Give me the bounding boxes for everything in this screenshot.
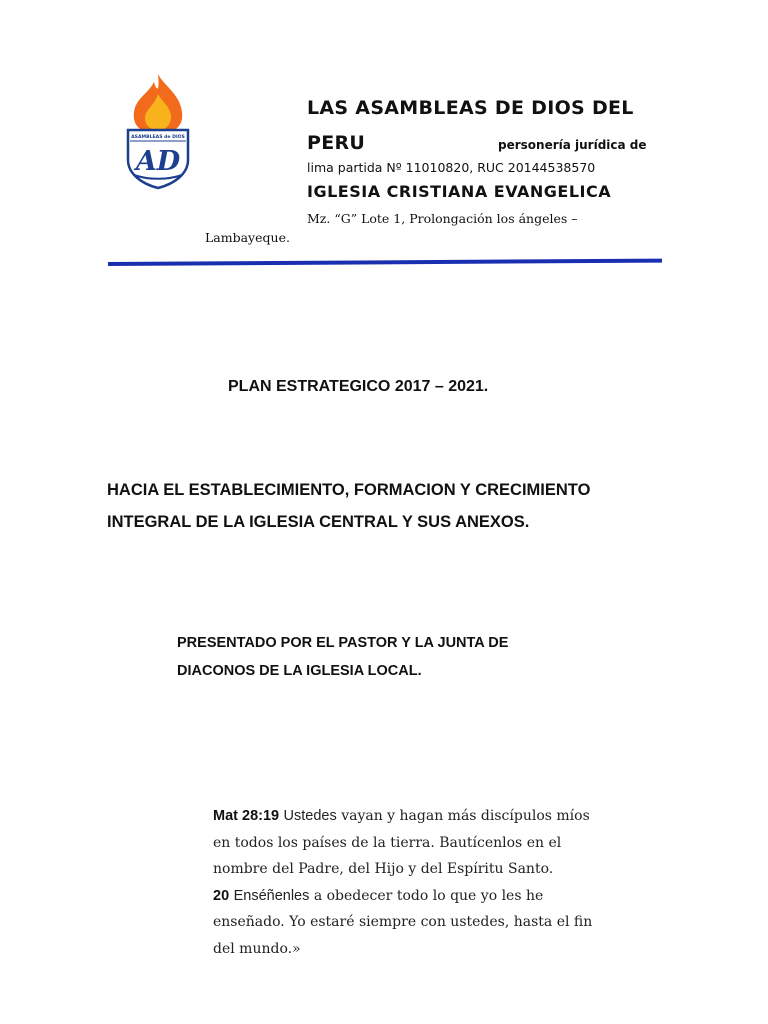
logo-text: ASAMBLEAS de DIOS [131,135,185,140]
verse-line-6: del mundo.» [213,940,301,957]
presented-by [177,629,508,685]
verse-line-5: enseñado. Yo estaré siempre con ustedes, hasta el fin [213,914,593,930]
legal-line2: lima partida Nº 11010820, RUC 20144538570 [307,160,596,175]
presented-line2: DIACONOS DE LA IGLESIA LOCAL. [177,663,422,679]
verse-lead-1: Ustedes [283,808,337,824]
legal-line1: personería jurídica de [498,138,647,152]
subtitle-line1: HACIA EL ESTABLECIMIENTO, FORMACION Y CRECIMIENTO [107,481,591,499]
address-line2: Lambayeque. [205,230,290,245]
logo-monogram: AD [135,146,181,177]
verse-line-4 [213,883,593,910]
asambleas-de-dios-logo [124,72,192,192]
org-name-line1: LAS ASAMBLEAS DE DIOS DEL [307,97,634,119]
verse-reference-2: 20 [213,887,230,904]
header-divider [108,259,662,266]
presented-line1: PRESENTADO POR EL PASTOR Y LA JUNTA DE [177,635,509,651]
org-name-line2: PERU [307,132,366,154]
subtitle-line2: INTEGRAL DE LA IGLESIA CENTRAL Y SUS ANEXOS. [107,513,530,531]
verse-text-4: a obedecer todo lo que yo les he [313,887,544,904]
address-line1: Mz. “G” Lote 1, Prolongación los ángeles – [307,211,578,226]
verse-reference-1: Mat 28:19 [213,808,280,824]
bible-verse [213,803,593,962]
verse-text-1: vayan y hagan más discípulos míos [341,808,590,824]
plan-title: PLAN ESTRATEGICO 2017 – 2021. [228,378,489,395]
plan-subtitle [107,474,590,538]
verse-lead-2: Enséñenles [233,887,310,904]
verse-line-2: en todos los países de la tierra. Bautícenlos en el [213,834,562,851]
verse-line-1 [213,803,593,830]
church-name: IGLESIA CRISTIANA EVANGELICA [307,182,612,201]
verse-line-3: nombre del Padre, del Hijo y del Espíritu Santo. [213,861,554,877]
